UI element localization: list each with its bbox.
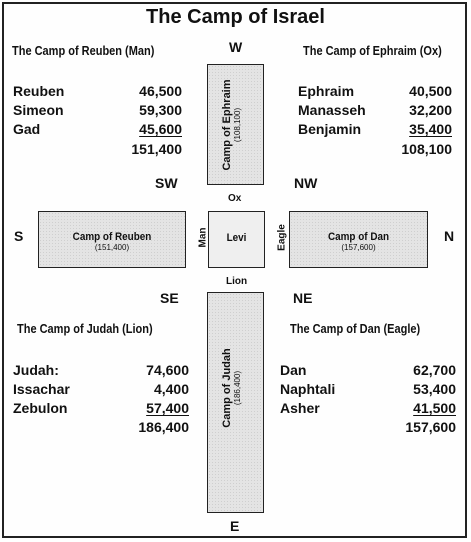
- ephraim-camp-total: 108,100: [401, 141, 452, 157]
- dan-tribe-3-name: Asher: [280, 400, 320, 416]
- reuben-tribe-1-count: 46,500: [139, 83, 182, 99]
- compass-south: S: [14, 228, 24, 244]
- judah-tribe-3-count: 57,400: [146, 400, 189, 416]
- page-title: The Camp of Israel: [146, 6, 325, 28]
- camp-ephraim-box-total: (108,100): [233, 107, 242, 143]
- judah-tribe-2-name: Issachar: [13, 381, 70, 397]
- ephraim-tribe-3-name: Benjamin: [298, 121, 362, 137]
- judah-tribe-3-name: Zebulon: [13, 400, 68, 416]
- ox-label: Ox: [228, 193, 242, 204]
- levi-name: Levi: [226, 232, 247, 244]
- camp-ephraim-box-name: Camp of Ephraim: [221, 79, 233, 171]
- dan-tribe-1-name: Dan: [280, 362, 307, 378]
- dan-tribe-2-name: Naphtali: [280, 381, 336, 397]
- man-label: Man: [197, 227, 209, 248]
- judah-tribe-1-name: Judah:: [13, 362, 59, 378]
- judah-camp-header: The Camp of Judah (Lion): [17, 322, 153, 336]
- eagle-label: Eagle: [276, 224, 288, 251]
- lion-label: Lion: [226, 276, 248, 287]
- reuben-tribe-2-name: Simeon: [13, 102, 64, 118]
- camp-dan-box-name: Camp of Dan: [327, 231, 390, 243]
- camp-reuben-box-total: (151,400): [94, 243, 130, 252]
- ephraim-tribe-1-count: 40,500: [409, 83, 452, 99]
- camp-reuben-box-name: Camp of Reuben: [72, 231, 152, 243]
- compass-north: N: [444, 228, 455, 244]
- ephraim-tribe-3-count: 35,400: [409, 121, 452, 137]
- reuben-camp-header: The Camp of Reuben (Man): [12, 44, 155, 58]
- camp-judah-box-total: (186,400): [233, 370, 242, 406]
- camp-dan-box-total: (157,600): [341, 243, 376, 252]
- compass-northwest: NW: [294, 175, 318, 191]
- judah-tribe-2-count: 4,400: [153, 381, 189, 397]
- dan-tribe-3-count: 41,500: [413, 400, 456, 416]
- dan-tribe-1-count: 62,700: [413, 362, 456, 378]
- ephraim-tribe-1-name: Ephraim: [298, 83, 355, 99]
- judah-tribe-1-count: 74,600: [146, 362, 189, 378]
- reuben-tribe-3-count: 45,600: [139, 121, 182, 137]
- reuben-camp-total: 151,400: [131, 141, 182, 157]
- camp-judah-box-label: [221, 328, 251, 448]
- camp-ephraim-box-label: [221, 65, 251, 185]
- compass-east: E: [230, 518, 240, 534]
- camp-dan-box-label: [289, 231, 428, 252]
- judah-camp-total: 186,400: [138, 419, 189, 435]
- ephraim-tribe-2-count: 32,200: [409, 102, 452, 118]
- dan-camp-total: 157,600: [405, 419, 456, 435]
- compass-southeast: SE: [160, 290, 179, 306]
- reuben-tribe-1-name: Reuben: [13, 83, 65, 99]
- reuben-tribe-3-name: Gad: [13, 121, 41, 137]
- dan-camp-header: The Camp of Dan (Eagle): [290, 322, 421, 336]
- ephraim-camp-header: The Camp of Ephraim (Ox): [303, 44, 442, 58]
- ephraim-tribe-2-name: Manasseh: [298, 102, 366, 118]
- reuben-tribe-2-count: 59,300: [139, 102, 182, 118]
- dan-tribe-2-count: 53,400: [413, 381, 456, 397]
- camp-reuben-box-label: [38, 231, 186, 252]
- compass-west: W: [229, 39, 243, 55]
- compass-northeast: NE: [293, 290, 313, 306]
- levi-box-label: [208, 232, 265, 244]
- camp-judah-box-name: Camp of Judah: [221, 348, 233, 428]
- compass-southwest: SW: [155, 175, 178, 191]
